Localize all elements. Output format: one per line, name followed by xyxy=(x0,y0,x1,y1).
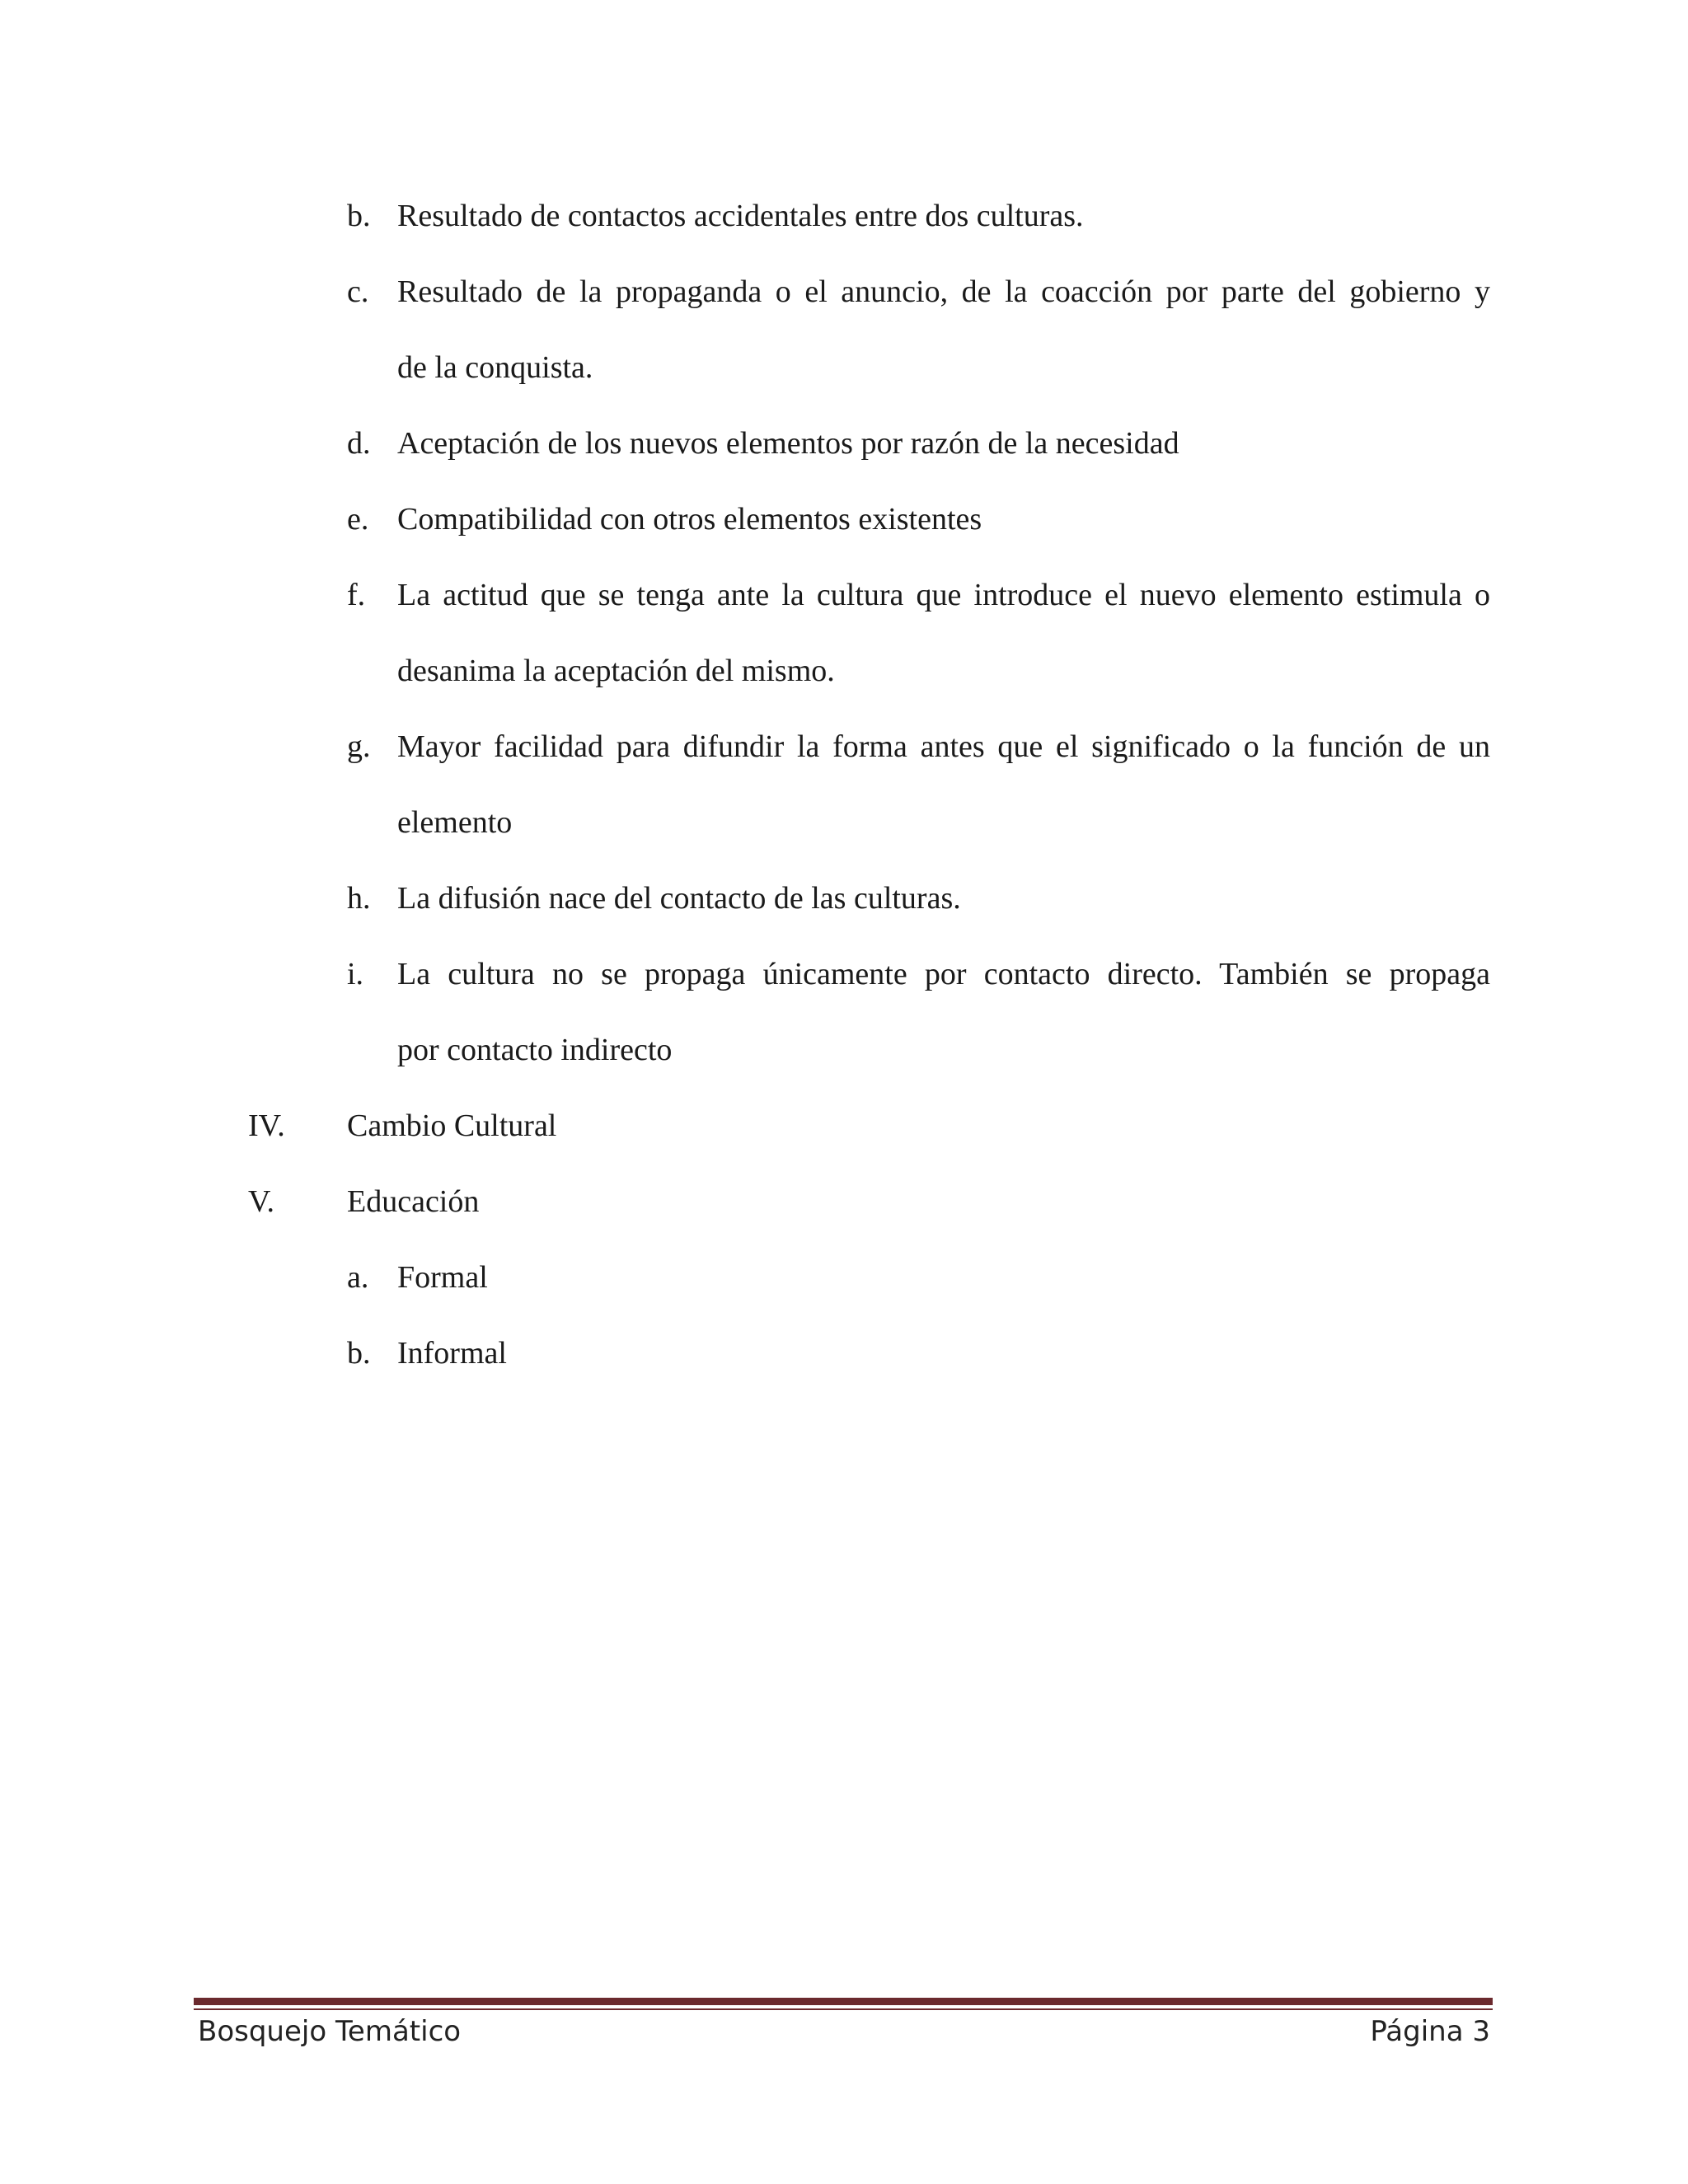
list-item-text-line1: Resultado de la propaganda o el anuncio, de la coacción por parte del gobierno y xyxy=(397,274,1490,309)
list-item xyxy=(0,557,1688,709)
list-item xyxy=(0,254,1688,405)
list-marker: b. xyxy=(347,1336,371,1371)
list-item-text-line2: de la conquista. xyxy=(397,350,593,385)
list-item-text-line2: por contacto indirecto xyxy=(397,1033,673,1067)
section-title: Educación xyxy=(347,1184,480,1219)
list-item-text-line2: elemento xyxy=(397,805,513,840)
page-footer xyxy=(198,2011,1490,2052)
list-item xyxy=(0,1240,1688,1315)
list-item xyxy=(0,405,1688,481)
list-item xyxy=(0,709,1688,860)
list-marker: c. xyxy=(347,274,369,309)
list-item xyxy=(0,481,1688,557)
footer-page-number: Página 3 xyxy=(1370,2015,1490,2048)
list-marker: f. xyxy=(347,578,366,612)
footer-document-title: Bosquejo Temático xyxy=(198,2015,462,2048)
list-item-text: Aceptación de los nuevos elementos por razón de la necesidad xyxy=(397,426,1179,461)
list-item xyxy=(0,1315,1688,1391)
list-item xyxy=(0,936,1688,1088)
section-marker: IV. xyxy=(248,1108,285,1143)
list-item-text-line1: La cultura no se propaga únicamente por contacto directo. También se propaga xyxy=(397,957,1490,991)
footer-rule xyxy=(194,1998,1493,2005)
list-marker: i. xyxy=(347,957,364,991)
list-item-text: Formal xyxy=(397,1260,488,1295)
section-heading xyxy=(0,1164,1688,1240)
footer-rule-thin xyxy=(194,2008,1493,2010)
list-marker: a. xyxy=(347,1260,369,1295)
list-marker: d. xyxy=(347,426,371,461)
list-item xyxy=(0,178,1688,254)
list-item-text-line1: La actitud que se tenga ante la cultura que introduce el nuevo elemento estimula o xyxy=(397,578,1490,612)
list-item-text: La difusión nace del contacto de las culturas. xyxy=(397,881,961,916)
list-marker: g. xyxy=(347,729,371,764)
list-marker: b. xyxy=(347,199,371,233)
list-item-text-line2: desanima la aceptación del mismo. xyxy=(397,654,835,688)
list-marker: h. xyxy=(347,881,371,916)
list-marker: e. xyxy=(347,502,369,537)
list-item-text: Informal xyxy=(397,1336,507,1371)
list-item-text-line1: Mayor facilidad para difundir la forma antes que el significado o la función de un xyxy=(397,729,1490,764)
list-item xyxy=(0,860,1688,936)
list-item-text: Resultado de contactos accidentales entre dos culturas. xyxy=(397,199,1084,233)
section-heading xyxy=(0,1088,1688,1164)
section-title: Cambio Cultural xyxy=(347,1108,557,1143)
section-marker: V. xyxy=(248,1184,275,1219)
list-item-text: Compatibilidad con otros elementos existentes xyxy=(397,502,982,537)
